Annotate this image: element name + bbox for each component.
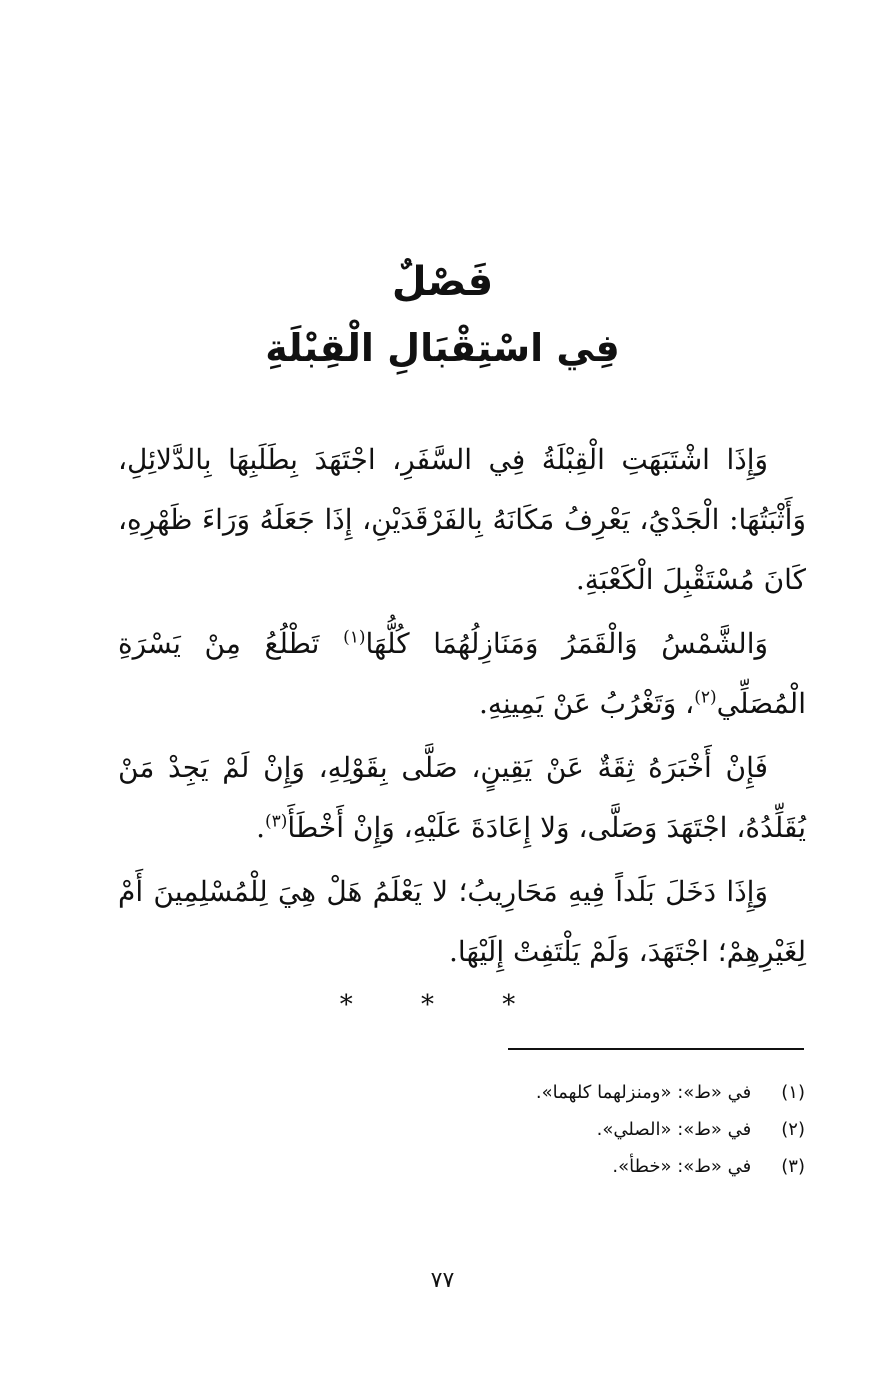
footnote-3 — [205, 1148, 805, 1185]
section-subtitle: فِي اسْتِقْبَالِ الْقِبْلَةِ — [265, 326, 620, 370]
paragraph-3 — [118, 738, 806, 858]
paragraph-2-part-2: تَطْلُعُ مِنْ يَسْرَةِ الْمُصَلِّي — [118, 627, 806, 720]
paragraph-4: وَإِذَا دَخَلَ بَلَداً فِيهِ مَحَارِيبُ؛ لا يَعْلَمُ هَلْ هِيَ لِلْمُسْلِمِينَ أَمْ لِغَيْرِهِمْ؛ اجْتَهَدَ، وَلَمْ يَلْتَفِتْ إِلَيْهَا. — [118, 875, 806, 968]
footnote-ref-2[interactable]: (٢) — [694, 687, 717, 708]
paragraph-3-part-2: . — [256, 811, 265, 844]
section-title: فَصْلٌ — [391, 259, 494, 305]
main-text — [118, 430, 806, 982]
footnote-2 — [205, 1111, 805, 1148]
footnote-divider — [508, 1048, 804, 1050]
page-number: ٧٧ — [430, 1268, 455, 1293]
footnotes — [205, 1074, 805, 1185]
paragraph-2-part-1: وَالشَّمْسُ وَالْقَمَرُ وَمَنَازِلُهُمَا كُلُّهَا — [365, 627, 769, 660]
footnote-text: في «ط»: «الصلي». — [596, 1119, 752, 1140]
footnote-number: (٢) — [781, 1119, 805, 1140]
footnote-text: في «ط»: «خطأ». — [612, 1156, 752, 1177]
paragraph-2-part-3: ، وَتَغْرُبُ عَنْ يَمِينِهِ. — [479, 687, 695, 720]
footnote-ref-3[interactable]: (٣) — [264, 811, 288, 832]
section-separator: * * * — [339, 990, 546, 1020]
footnote-number: (٣) — [781, 1156, 805, 1177]
footnote-text: في «ط»: «ومنزلهما كلهما». — [535, 1082, 752, 1103]
footnote-number: (١) — [781, 1082, 805, 1103]
paragraph-1: وَإِذَا اشْتَبَهَتِ الْقِبْلَةُ فِي السَّفَرِ، اجْتَهَدَ بِطَلَبِهَا بِالدَّلائِلِ، وَأَثْبَتُهَا: الْجَدْيُ، يَعْرِفُ مَكَانَهُ بِالفَرْقَدَيْنِ، إِذَا جَعَلَهُ وَرَاءَ ظَهْرِهِ، كَانَ مُسْتَقْبِلَ الْكَعْبَةِ. — [118, 443, 806, 596]
paragraph-2 — [118, 614, 806, 734]
paragraph-3-part-1: فَإِنْ أَخْبَرَهُ ثِقَةٌ عَنْ يَقِينٍ، صَلَّى بِقَوْلِهِ، وَإِنْ لَمْ يَجِدْ مَنْ يُقَلِّدُهُ، اجْتَهَدَ وَصَلَّى، وَلا إِعَادَةَ عَلَيْهِ، وَإِنْ أَخْطَأَ — [118, 751, 806, 844]
footnote-1 — [205, 1074, 805, 1111]
footnote-ref-1[interactable]: (١) — [343, 627, 366, 648]
